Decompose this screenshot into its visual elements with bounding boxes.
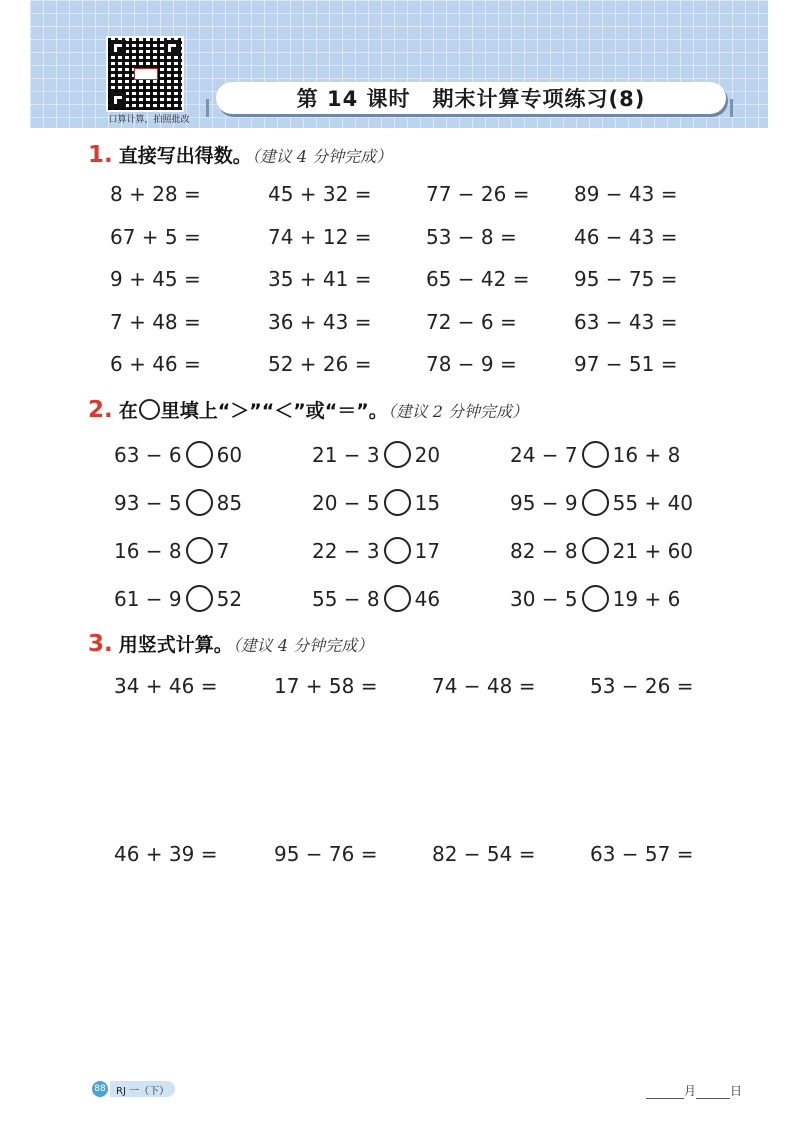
answer-circle[interactable] (186, 489, 213, 516)
vertical-calc-problem[interactable]: 17 + 58 = (274, 674, 378, 698)
oral-calc-problem[interactable]: 45 + 32 = (268, 182, 372, 206)
comparison-right: 21 + 60 (612, 538, 694, 563)
comparison-problem (312, 441, 440, 468)
oral-calc-problem[interactable]: 78 − 9 = (426, 352, 517, 376)
section-hint: （建议 2 分钟完成） (387, 402, 529, 421)
comparison-left: 21 − 3 (312, 442, 380, 467)
banner-mark (730, 99, 733, 117)
banner-mark (206, 99, 209, 117)
oral-calc-problem[interactable]: 53 − 8 = (426, 224, 517, 249)
circle-icon (139, 399, 160, 420)
section-hint: （建议 4 分钟完成） (251, 147, 393, 166)
section-2-heading (88, 396, 528, 423)
qr-finder (110, 92, 126, 108)
lesson-subtitle: 期末计算专项练习(8) (432, 87, 646, 111)
qr-finder (110, 40, 126, 56)
lesson-number: 第 14 课时 (296, 87, 411, 111)
comparison-problem (510, 585, 680, 612)
answer-circle[interactable] (384, 537, 411, 564)
comparison-problem (114, 441, 242, 468)
comparison-left: 24 − 7 (510, 442, 578, 467)
comparison-right: 85 (216, 490, 243, 515)
vertical-calc-problem[interactable]: 46 + 39 = (114, 842, 218, 866)
oral-calc-problem[interactable]: 65 − 42 = (426, 267, 530, 291)
comparison-problem (114, 537, 229, 564)
section-title-pre: 在 (118, 400, 138, 422)
date-field (646, 1082, 742, 1099)
answer-circle[interactable] (582, 489, 609, 516)
lesson-title-bar (216, 82, 726, 114)
oral-calc-problem[interactable]: 9 + 45 = (110, 267, 201, 291)
oral-calc-problem[interactable]: 7 + 48 = (110, 309, 201, 334)
oral-calc-problem[interactable]: 89 − 43 = (574, 182, 678, 206)
oral-calc-problem[interactable]: 63 − 43 = (574, 309, 678, 334)
comparison-right: 60 (216, 442, 243, 467)
vertical-calc-problem[interactable]: 53 − 26 = (590, 674, 694, 698)
comparison-left: 82 − 8 (510, 538, 578, 563)
comparison-right: 52 (216, 586, 243, 611)
day-label: 日 (729, 1084, 742, 1098)
comparison-problem (510, 537, 693, 564)
qr-finder (164, 40, 180, 56)
section-hint: （建议 4 分钟完成） (232, 636, 374, 655)
oral-calc-problem[interactable]: 95 − 75 = (574, 267, 678, 291)
comparison-left: 93 − 5 (114, 490, 182, 515)
comparison-left: 30 − 5 (510, 586, 578, 611)
month-blank[interactable] (646, 1086, 684, 1099)
comparison-left: 16 − 8 (114, 538, 182, 563)
answer-circle[interactable] (582, 441, 609, 468)
comparison-right: 55 + 40 (612, 490, 694, 515)
oral-calc-problem[interactable]: 35 + 41 = (268, 267, 372, 291)
vertical-calc-problem[interactable]: 82 − 54 = (432, 842, 536, 866)
answer-circle[interactable] (186, 585, 213, 612)
page-number: 88 (92, 1081, 108, 1097)
answer-circle[interactable] (384, 585, 411, 612)
answer-circle[interactable] (582, 537, 609, 564)
comparison-right: 20 (414, 442, 441, 467)
section-number: 3. (88, 631, 113, 657)
comparison-problem (312, 489, 440, 516)
section-number: 2. (88, 397, 113, 423)
comparison-left: 55 − 8 (312, 586, 380, 611)
comparison-right: 15 (414, 490, 441, 515)
oral-calc-problem[interactable]: 97 − 51 = (574, 352, 678, 376)
oral-calc-problem[interactable]: 52 + 26 = (268, 352, 372, 376)
comparison-right: 17 (414, 538, 441, 563)
section-3-heading (88, 630, 373, 657)
oral-calc-problem[interactable]: 46 − 43 = (574, 224, 678, 249)
vertical-calc-problem[interactable]: 74 − 48 = (432, 674, 536, 698)
comparison-problem (114, 489, 242, 516)
day-blank[interactable] (696, 1086, 730, 1099)
answer-circle[interactable] (384, 441, 411, 468)
oral-calc-problem[interactable]: 6 + 46 = (110, 352, 201, 376)
comparison-problem (312, 537, 440, 564)
comparison-right: 16 + 8 (612, 442, 681, 467)
vertical-calc-problem[interactable]: 95 − 76 = (274, 842, 378, 866)
comparison-right: 19 + 6 (612, 586, 681, 611)
comparison-left: 20 − 5 (312, 490, 380, 515)
vertical-calc-problem[interactable]: 34 + 46 = (114, 674, 218, 698)
answer-circle[interactable] (186, 441, 213, 468)
answer-circle[interactable] (384, 489, 411, 516)
oral-calc-problem[interactable]: 72 − 6 = (426, 309, 517, 334)
comparison-problem (510, 441, 680, 468)
section-1-heading (88, 141, 392, 168)
section-title: 直接写出得数。 (118, 145, 252, 167)
edition-tag: RJ 一（下） (110, 1081, 175, 1097)
oral-calc-problem[interactable]: 36 + 43 = (268, 309, 372, 334)
qr-caption: 口算计算，拍照批改 (108, 115, 190, 125)
comparison-right: 7 (216, 538, 230, 563)
oral-calc-problem[interactable]: 77 − 26 = (426, 182, 530, 206)
section-number: 1. (88, 142, 113, 168)
qr-code[interactable] (108, 38, 182, 110)
section-title-post: 里填上“＞”“＜”或“＝”。 (160, 400, 388, 422)
comparison-left: 63 − 6 (114, 442, 182, 467)
comparison-problem (510, 489, 693, 516)
answer-circle[interactable] (582, 585, 609, 612)
qr-logo (134, 68, 158, 80)
month-label: 月 (683, 1084, 696, 1098)
comparison-problem (114, 585, 242, 612)
comparison-problem (312, 585, 440, 612)
comparison-left: 95 − 9 (510, 490, 578, 515)
comparison-right: 46 (414, 586, 441, 611)
comparison-left: 22 − 3 (312, 538, 380, 563)
section-title: 用竖式计算。 (118, 634, 233, 656)
oral-calc-problem[interactable]: 74 + 12 = (268, 224, 372, 249)
answer-circle[interactable] (186, 537, 213, 564)
oral-calc-problem[interactable]: 8 + 28 = (110, 182, 201, 206)
comparison-left: 61 − 9 (114, 586, 182, 611)
vertical-calc-problem[interactable]: 63 − 57 = (590, 842, 694, 866)
oral-calc-problem[interactable]: 67 + 5 = (110, 224, 201, 249)
